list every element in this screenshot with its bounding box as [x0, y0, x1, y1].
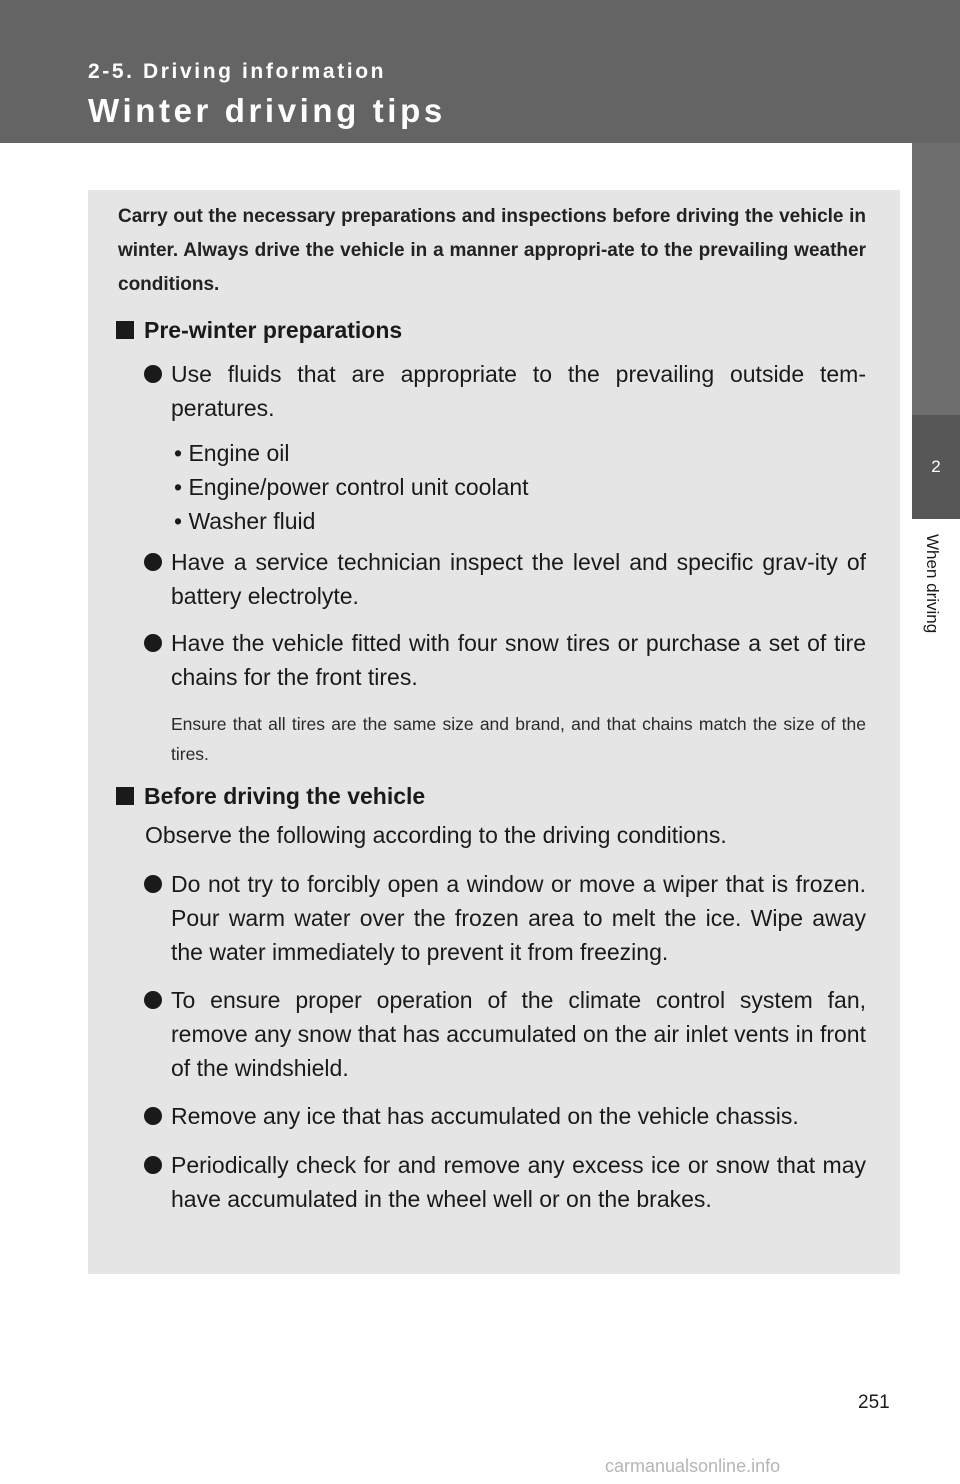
list-item: Remove any ice that has accumulated on the vehicle chassis.: [144, 1099, 866, 1133]
chapter-tab: [912, 415, 960, 519]
watermark: carmanualsonline.info: [605, 1456, 781, 1476]
list-item: Use fluids that are appropriate to the prevailing outside tem-peratures.: [144, 357, 866, 425]
bullet-icon: [144, 365, 162, 383]
list-item: Do not try to forcibly open a window or move a wiper that is frozen. Pour warm water over the frozen area to melt the ice. Wipe away the water immediately to prevent it from freezing.: [144, 867, 866, 969]
chapter-label: When driving: [923, 534, 942, 634]
intro-text: Carry out the necessary preparations and inspections before driving the vehicle in winter. Always drive the vehicle in a manner appropri-ate to the prevailing weather conditions.: [118, 206, 866, 295]
list-item: To ensure proper operation of the climate control system fan, remove any snow that has accumulated on the air inlet vents in front of the windshield.: [144, 983, 866, 1085]
chapter-number: 2: [931, 457, 941, 476]
heading-pre-winter: Pre-winter preparations: [116, 317, 402, 344]
bullet-icon: [144, 553, 162, 571]
bullet-icon: [144, 1107, 162, 1125]
tire-note: Ensure that all tires are the same size and brand, and that chains match the size of the tires.: [171, 714, 866, 764]
bullet-icon: [144, 875, 162, 893]
bullet-icon: [144, 634, 162, 652]
square-bullet-icon: [116, 321, 134, 339]
before-driving-intro: Observe the following according to the driving conditions.: [145, 822, 727, 848]
heading-before-driving: Before driving the vehicle: [116, 783, 425, 810]
bullet-icon: [144, 991, 162, 1009]
page-number: 251: [858, 1392, 890, 1413]
bullet-icon: [144, 1156, 162, 1174]
list-item: Have a service technician inspect the level and specific grav-ity of battery electrolyte.: [144, 545, 866, 613]
list-item: Periodically check for and remove any excess ice or snow that may have accumulated in the wheel well or on the brakes.: [144, 1148, 866, 1216]
page-title: Winter driving tips: [88, 92, 446, 129]
fluid-item: • Washer fluid: [174, 508, 316, 534]
section-label: 2-5. Driving information: [88, 60, 387, 83]
fluid-item: • Engine/power control unit coolant: [174, 474, 529, 500]
fluid-item: • Engine oil: [174, 440, 290, 466]
side-strip: [912, 143, 960, 415]
list-item: Have the vehicle fitted with four snow tires or purchase a set of tire chains for the front tires.: [144, 626, 866, 694]
square-bullet-icon: [116, 787, 134, 805]
